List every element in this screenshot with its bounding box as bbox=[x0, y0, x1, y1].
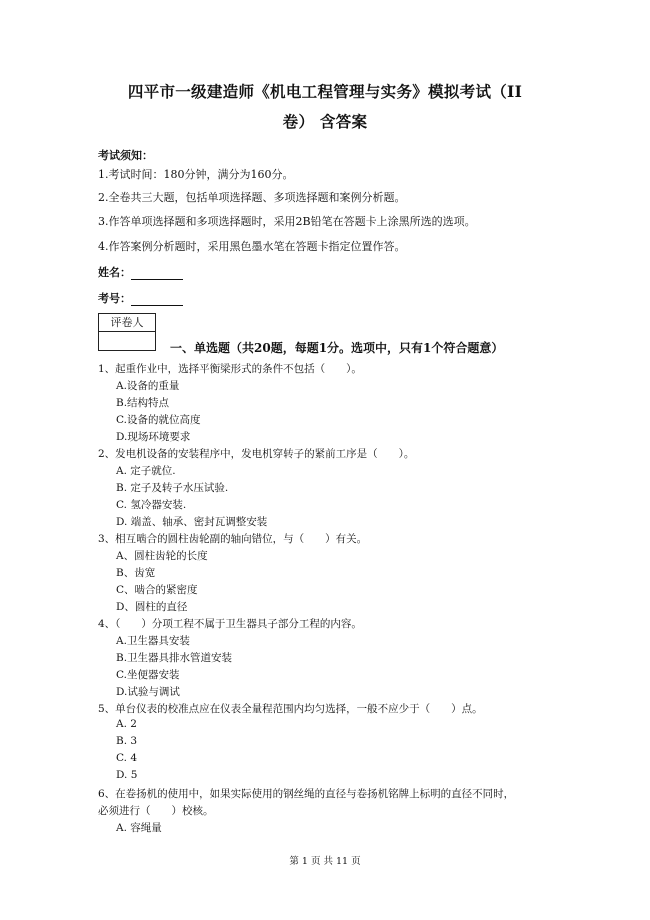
notice-item: 1.考试时间：180分钟，满分为160分。 bbox=[98, 168, 294, 181]
question-option: B. 定子及转子水压试验. bbox=[116, 482, 229, 494]
question-option: B. 3 bbox=[116, 735, 138, 747]
question-option: C、啮合的紧密度 bbox=[116, 584, 198, 596]
question-option: A. 定子就位. bbox=[116, 465, 176, 477]
question-option: C. 4 bbox=[116, 752, 138, 764]
name-blank-line[interactable] bbox=[131, 267, 183, 280]
question-option: A、圆柱齿轮的长度 bbox=[116, 550, 208, 562]
question-stem: 3、相互啮合的圆柱齿轮副的轴向错位，与（ ）有关。 bbox=[98, 533, 368, 545]
question-option: C.设备的就位高度 bbox=[116, 414, 201, 426]
question-option: B.结构特点 bbox=[116, 397, 170, 409]
notice-item: 2.全卷共三大题，包括单项选择题、多项选择题和案例分析题。 bbox=[98, 191, 406, 204]
page-footer: 第 1 页 共 11 页 bbox=[289, 856, 361, 867]
question-stem: 5、单台仪表的校准点应在仪表全量程范围内均匀选择，一般不应少于（ ）点。 bbox=[98, 703, 483, 715]
grader-label: 评卷人 bbox=[99, 314, 155, 332]
question-stem: 6、在卷扬机的使用中，如果实际使用的钢丝绳的直径与卷扬机铭牌上标明的直径不同时， bbox=[98, 788, 515, 800]
question-option: A.设备的重量 bbox=[116, 380, 180, 392]
notice-heading: 考试须知： bbox=[98, 149, 153, 162]
question-option: D.试验与调试 bbox=[116, 686, 180, 698]
question-option: D、圆柱的直径 bbox=[116, 601, 188, 613]
question-option: B、齿宽 bbox=[116, 567, 156, 579]
question-option: C. 氢冷器安装. bbox=[116, 499, 187, 511]
page-title-line1: 四平市一级建造师《机电工程管理与实务》模拟考试（II bbox=[127, 82, 523, 101]
question-stem: 2、发电机设备的安装程序中，发电机穿转子的紧前工序是（ ）。 bbox=[98, 448, 415, 460]
question-stem-continued: 必须进行（ ）校核。 bbox=[98, 805, 214, 817]
question-option: C.坐便器安装 bbox=[116, 669, 180, 681]
notice-item: 4.作答案例分析题时，采用黑色墨水笔在答题卡指定位置作答。 bbox=[98, 240, 406, 253]
exam-id-blank-line[interactable] bbox=[131, 293, 183, 306]
question-option: D. 5 bbox=[116, 769, 138, 781]
grader-box bbox=[98, 313, 156, 351]
notice-item: 3.作答单项选择题和多项选择题时，采用2B铅笔在答题卡上涂黑所选的选项。 bbox=[98, 215, 476, 228]
question-option: D. 端盖、轴承、密封瓦调整安装 bbox=[116, 516, 268, 528]
question-option: B.卫生器具排水管道安装 bbox=[116, 652, 233, 664]
question-option: D.现场环境要求 bbox=[116, 431, 191, 443]
name-label: 姓名： bbox=[98, 266, 131, 279]
section-title: 一、单选题（共20题，每题1分。选项中，只有1个符合题意） bbox=[170, 341, 504, 355]
question-stem: 4、（ ）分项工程不属于卫生器具子部分工程的内容。 bbox=[98, 618, 362, 630]
exam-id-label: 考号： bbox=[98, 292, 131, 305]
question-stem: 1、起重作业中，选择平衡梁形式的条件不包括（ ）。 bbox=[98, 363, 362, 375]
question-option: A. 容绳量 bbox=[116, 822, 162, 834]
exam-id-field[interactable] bbox=[98, 290, 183, 306]
question-option: A.卫生器具安装 bbox=[116, 635, 190, 647]
page-title-line2: 卷） 含答案 bbox=[282, 112, 368, 131]
name-field[interactable] bbox=[98, 264, 183, 280]
question-option: A. 2 bbox=[116, 718, 137, 730]
